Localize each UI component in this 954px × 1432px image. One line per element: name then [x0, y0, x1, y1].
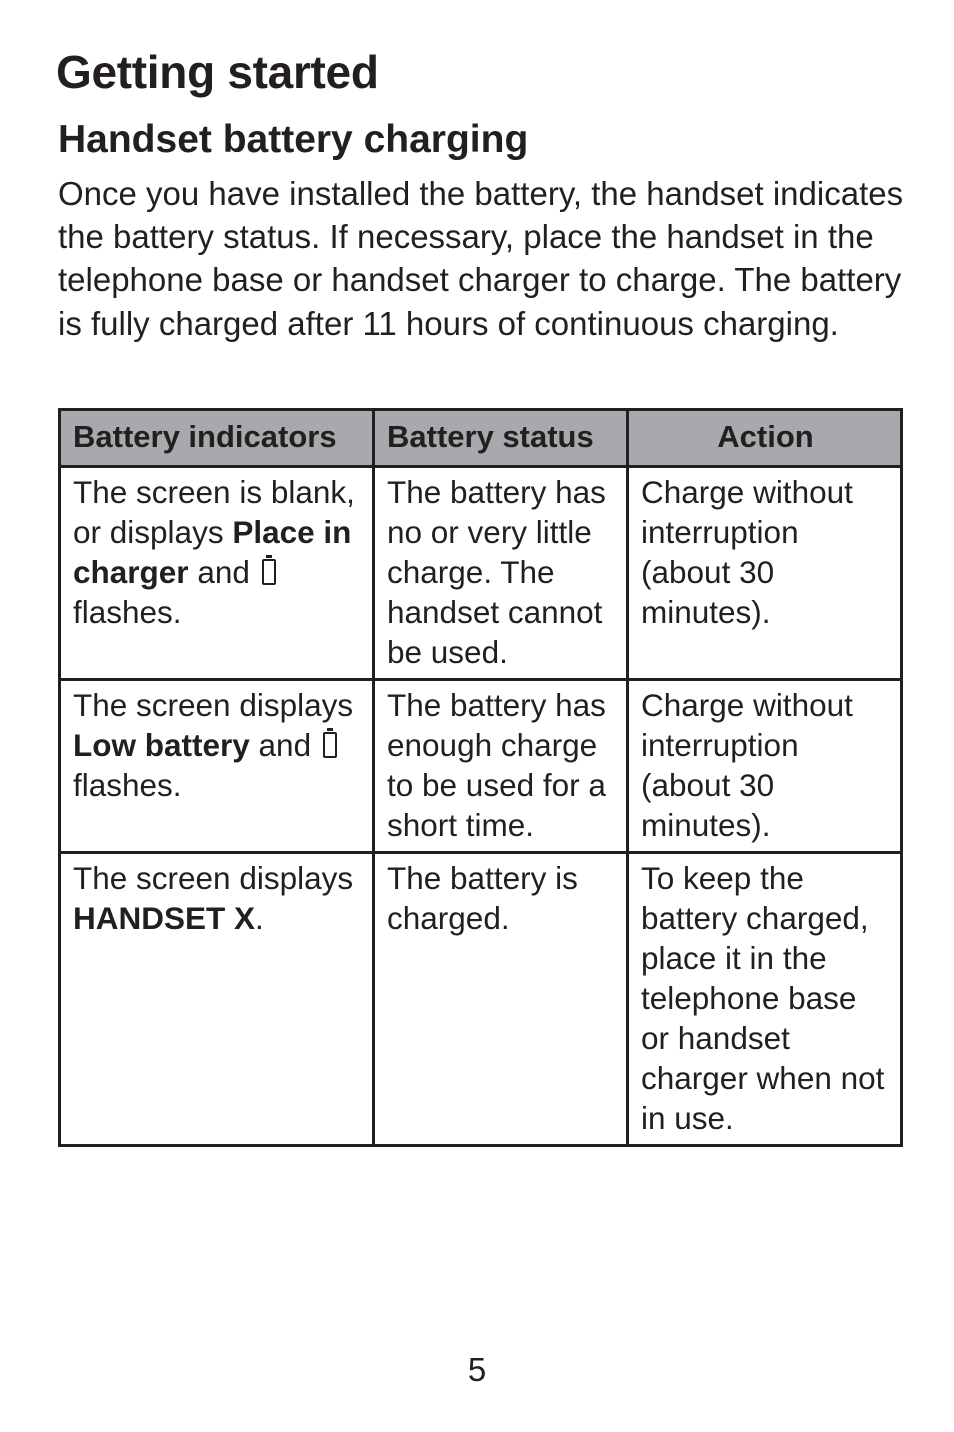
indicator-text: .	[255, 900, 264, 936]
status-cell: The battery is charged.	[374, 853, 628, 1146]
table-header-row	[60, 410, 902, 467]
indicator-cell	[60, 680, 374, 853]
indicator-text: The screen displays	[73, 687, 354, 723]
intro-paragraph: Once you have installed the battery, the handset indicates the battery status. If necessary, place the handset in the telephone base or handset charger to charge. The battery is fully charged after 11 hours of continuous charging.	[58, 175, 904, 342]
indicator-bold-text: Place in charger	[73, 514, 352, 590]
section-title: Handset battery charging	[58, 118, 529, 161]
action-cell: Charge without interruption (about 30 minutes).	[628, 680, 902, 853]
table-row	[60, 680, 902, 853]
header-action: Action	[628, 410, 902, 467]
indicator-text: and	[249, 727, 320, 763]
indicator-bold-text: Low battery	[73, 727, 250, 763]
page-number: 5	[467, 1351, 487, 1388]
table-row	[60, 467, 902, 680]
status-cell: The battery has no or very little charge. The handset cannot be used.	[374, 467, 628, 680]
indicator-text: flashes.	[73, 594, 182, 630]
battery-empty-icon	[323, 732, 337, 758]
page-title: Getting started	[56, 46, 379, 98]
indicator-cell	[60, 853, 374, 1146]
action-cell: To keep the battery charged, place it in the telephone base or handset charger when not in use.	[628, 853, 902, 1146]
action-cell: Charge without interruption (about 30 minutes).	[628, 467, 902, 680]
battery-indicator-table	[58, 408, 903, 1147]
header-battery-status: Battery status	[374, 410, 628, 467]
status-cell: The battery has enough charge to be used for a short time.	[374, 680, 628, 853]
indicator-text: and	[188, 554, 259, 590]
indicator-text: flashes.	[73, 767, 182, 803]
indicator-text: The screen is blank, or displays	[73, 474, 355, 550]
indicator-text: The screen displays	[73, 860, 354, 896]
header-battery-indicators: Battery indicators	[60, 410, 374, 467]
indicator-bold-text: HANDSET X	[73, 900, 256, 936]
battery-empty-icon	[262, 559, 276, 585]
indicator-cell	[60, 467, 374, 680]
table-row	[60, 853, 902, 1146]
